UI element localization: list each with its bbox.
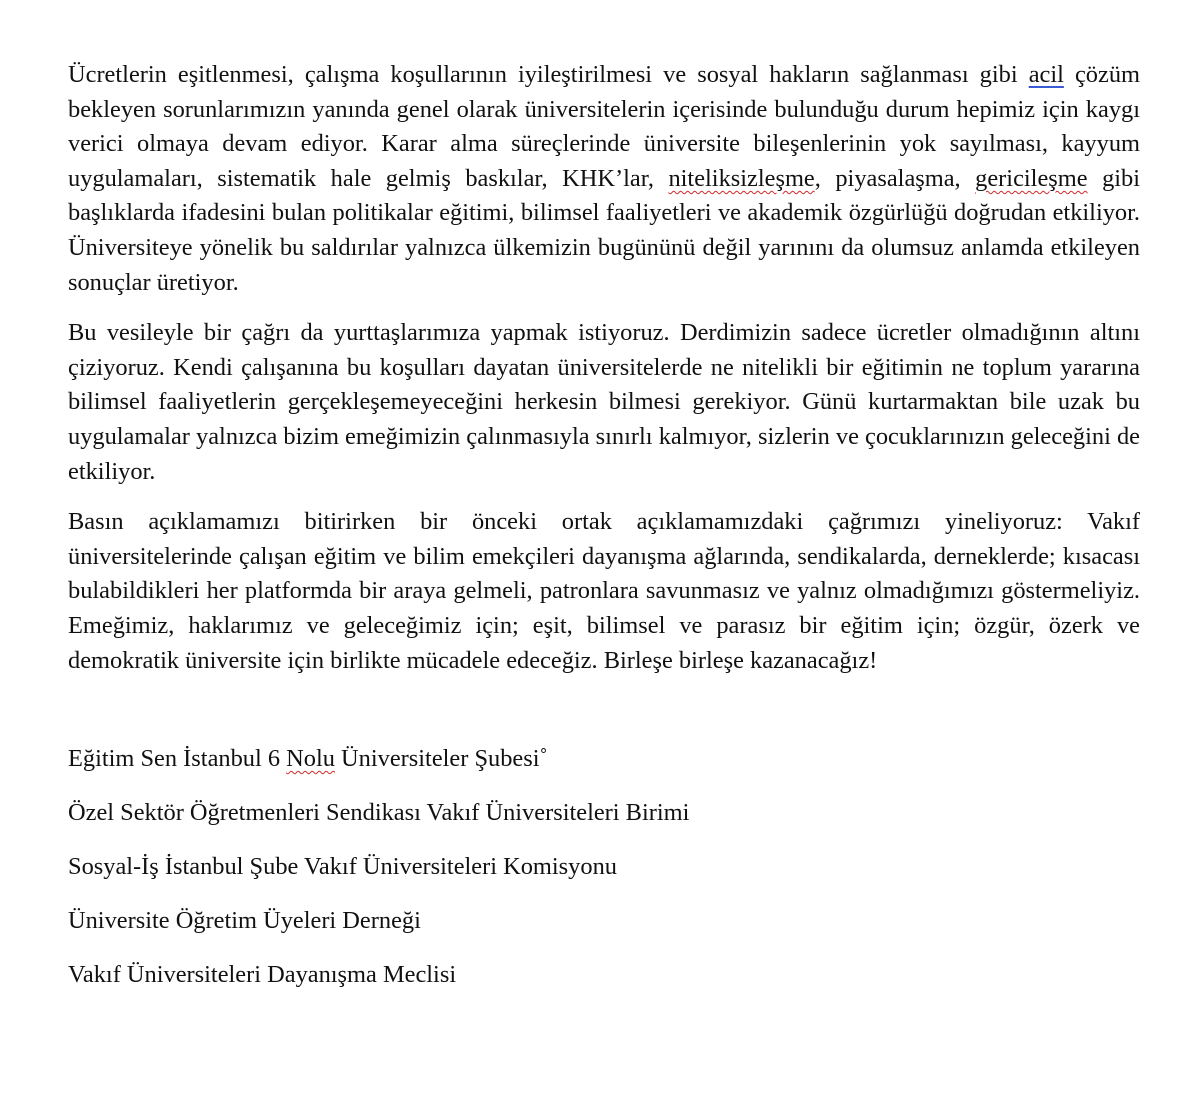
paragraph-1-text-a: Ücretlerin eşitlenmesi, çalışma koşullarının iyileştirilmesi ve sosyal hakların sağlanması gibi — [68, 61, 1029, 88]
paragraph-3: Basın açıklamamızı bitirirken bir önceki ortak açıklamamızdaki çağrımızı yineliyoruz: Vakıf üniversitelerinde çalışan eğitim ve bilim emekçileri dayanışma ağlarında, sendikalarda, derneklerde; kısacası bulabildikleri her platformda bir araya gelmeli, patronlara savunmasız ve yalnız olmadığımızı göstermeliyiz. Emeğimiz, haklarımız ve geleceğimiz için; eşit, bilimsel ve parasız bir eğitim için; özgür, özerk ve demokratik üniversite için birlikte mücadele edeceğiz. Birleşe birleşe kazanacağız! — [68, 508, 1140, 674]
signatory-1 — [68, 742, 1140, 776]
spelling-flagged-word[interactable]: Nolu — [286, 745, 335, 773]
grammar-flagged-word[interactable]: acil — [1028, 61, 1064, 88]
spelling-flagged-word[interactable]: gericileşme — [975, 164, 1088, 192]
paragraph-1-text-d: gibi başlıklarda ifadesini bulan politikalar eğitimi, bilimsel faaliyetleri ve akademik özgürlüğü doğrudan etkiliyor. Üniversiteye yönelik bu saldırılar yalnızca ülkemizin bugününü değil yarınını da olumsuz anlamda etkileyen sonuçlar üretiyor. — [68, 164, 1141, 296]
signatory-1-text-a: Eğitim Sen İstanbul 6 — [68, 745, 287, 773]
paragraph-1-text-b: çözüm bekleyen sorunlarımızın yanında genel olarak üniversitelerin içerisinde bulunduğu durum hepimiz için kaygı verici olmaya devam ediyor. Karar alma süreçlerinde üniversite bileşenlerinin yok sayılması, kayyum uygulamaları, sistematik hale gelmiş baskılar, KHK’lar, — [68, 61, 1140, 192]
signatory-3: Sosyal-İş İstanbul Şube Vakıf Üniversiteleri Komisyonu — [68, 853, 617, 881]
paragraph-2: Bu vesileyle bir çağrı da yurttaşlarımıza yapmak istiyoruz. Derdimizin sadece ücretler olmadığının altını çiziyoruz. Kendi çalışanına bu koşulları dayatan üniversitelerde ne nitelikli bir eğitimin ne toplum yararına bilimsel faaliyetlerin gerçekleşemeyeceğini herkesin bilmesi gerekiyor. Günü kurtarmaktan bile uzak bu uygulamalar yalnızca bizim emeğimizin çalınmasıyla sınırlı kalmıyor, sizlerin ve çocuklarınızın geleceğini de etkiliyor. — [68, 319, 1140, 485]
spelling-flagged-word[interactable]: niteliksizleşme — [668, 164, 815, 192]
signatories-list — [68, 742, 1140, 992]
signatory-4: Üniversite Öğretim Üyeleri Derneği — [68, 907, 421, 935]
signatory-2: Özel Sektör Öğretmenleri Sendikası Vakıf Üniversiteleri Birimi — [68, 799, 690, 827]
signatory-1-text-b: Üniversiteler Şubesi˚ — [334, 745, 548, 773]
document-page — [68, 58, 1140, 1012]
paragraph-1-text-c: , piyasalaşma, — [814, 164, 976, 192]
signatory-5: Vakıf Üniversiteleri Dayanışma Meclisi — [68, 961, 457, 989]
paragraph-1 — [68, 58, 1140, 300]
